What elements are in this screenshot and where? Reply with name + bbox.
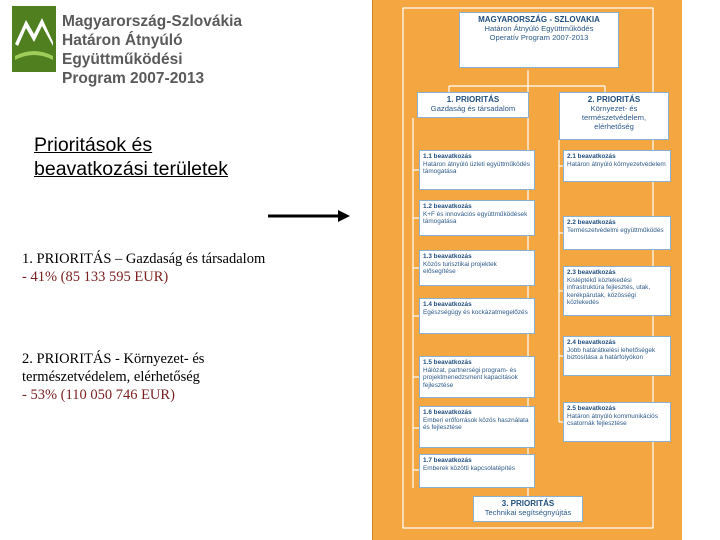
intervention-2-4 xyxy=(563,336,671,376)
priority-1-label: 1. PRIORITÁS – Gazdaság és társadalom xyxy=(22,251,266,267)
intervention-1-3 xyxy=(419,250,535,286)
intervention-1-2-title: 1.2 beavatkozás xyxy=(423,203,472,210)
priority-1-amount: - 41% (85 133 595 EUR) xyxy=(22,269,169,285)
intervention-2-1 xyxy=(563,150,671,182)
title-line-2: beavatkozási területek xyxy=(34,158,229,180)
intervention-2-3 xyxy=(563,266,671,316)
intervention-1-4-text: Egészségügy és kockázatmegelőzés xyxy=(423,308,528,316)
intervention-1-4-title: 1.4 beavatkozás xyxy=(423,301,472,308)
diagram-panel xyxy=(372,0,682,540)
diagram-header-box xyxy=(459,12,619,68)
logo-line-1: Magyarország-Szlovákia xyxy=(62,13,243,30)
intervention-1-1-title: 1.1 beavatkozás xyxy=(423,153,472,160)
intervention-2-5-text: Határon átnyúló kommunikációs csatornák fejlesztése xyxy=(567,412,658,427)
priority-3-box xyxy=(473,496,583,522)
intervention-1-1-text: Határon átnyúló üzleti együttműködés támogatása xyxy=(423,160,530,175)
intervention-2-2-text: Természetvédelmi együttműködés xyxy=(567,226,664,234)
logo-text xyxy=(62,12,302,88)
intervention-1-1 xyxy=(419,150,535,190)
diagram-header-line-2: Határon Átnyúló Együttműködés xyxy=(484,24,594,33)
p2-subtitle: Környezet- és természetvédelem, elérhetőség xyxy=(581,104,647,131)
priority-1-text xyxy=(22,250,282,286)
intervention-1-4 xyxy=(419,298,535,334)
intervention-2-3-text: Kisléptékű közlekedési infrastruktúra fejlesztés, utak, kerékpárutak, közösségi közlekedés xyxy=(567,276,651,306)
intervention-2-1-title: 2.1 beavatkozás xyxy=(567,153,616,160)
intervention-1-2 xyxy=(419,200,535,236)
intervention-2-4-text: Jobb határátkelési lehetőségek biztosítása a határfolyókon xyxy=(567,346,656,361)
intervention-2-3-title: 2.3 beavatkozás xyxy=(567,269,616,276)
intervention-1-5-title: 1.5 beavatkozás xyxy=(423,359,472,366)
intervention-2-5 xyxy=(563,402,671,442)
diagram-header-line-3: Operatív Program 2007-2013 xyxy=(489,33,589,42)
p1-subtitle: Gazdaság és társadalom xyxy=(430,104,516,113)
program-logo xyxy=(12,6,302,87)
intervention-1-5 xyxy=(419,356,535,398)
arrow-right-icon xyxy=(268,208,352,224)
diagram-header-line-1: MAGYARORSZÁG - SZLOVAKIA xyxy=(478,15,600,24)
intervention-1-2-text: K+F és innovációs együttműködések támogatása xyxy=(423,210,528,225)
title-line-1: Prioritások és xyxy=(34,134,153,156)
priority-2-label: 2. PRIORITÁS - Környezet- és természetvédelem, elérhetőség xyxy=(22,351,205,385)
logo-line-3: Program 2007-2013 xyxy=(62,70,205,87)
intervention-1-3-text: Közös turisztikai projektek elősegítése xyxy=(423,260,497,275)
p3-subtitle: Technikai segítségnyújtás xyxy=(484,508,572,517)
intervention-1-7 xyxy=(419,454,535,488)
p3-title: 3. PRIORITÁS xyxy=(501,499,555,508)
p1-title: 1. PRIORITÁS xyxy=(446,95,500,104)
intervention-1-6-title: 1.6 beavatkozás xyxy=(423,409,472,416)
intervention-1-5-text: Hálózat, partnerségi program- és projektmenedzsment kapacitások fejlesztése xyxy=(423,366,518,389)
p2-title: 2. PRIORITÁS xyxy=(587,95,641,104)
logo-line-2: Határon Átnyúló Együttműködési xyxy=(62,32,183,68)
intervention-1-6-text: Emberi erőforrások közös használata és fejlesztése xyxy=(423,416,529,431)
priority-2-box xyxy=(559,92,669,140)
intervention-2-2-title: 2.2 beavatkozás xyxy=(567,219,616,226)
intervention-1-6 xyxy=(419,406,535,448)
intervention-1-7-text: Emberek közötti kapcsolatépítés xyxy=(423,464,515,472)
intervention-2-5-title: 2.5 beavatkozás xyxy=(567,405,616,412)
priority-2-text xyxy=(22,350,282,404)
mountain-logo-icon xyxy=(12,6,56,72)
priority-1-box xyxy=(417,92,529,118)
page-title xyxy=(34,133,228,181)
intervention-2-4-title: 2.4 beavatkozás xyxy=(567,339,616,346)
intervention-1-7-title: 1.7 beavatkozás xyxy=(423,457,472,464)
priority-2-amount: - 53% (110 050 746 EUR) xyxy=(22,387,175,403)
intervention-1-3-title: 1.3 beavatkozás xyxy=(423,253,472,260)
intervention-2-1-text: Határon átnyúló környezetvédelem xyxy=(567,160,666,168)
intervention-2-2 xyxy=(563,216,671,250)
